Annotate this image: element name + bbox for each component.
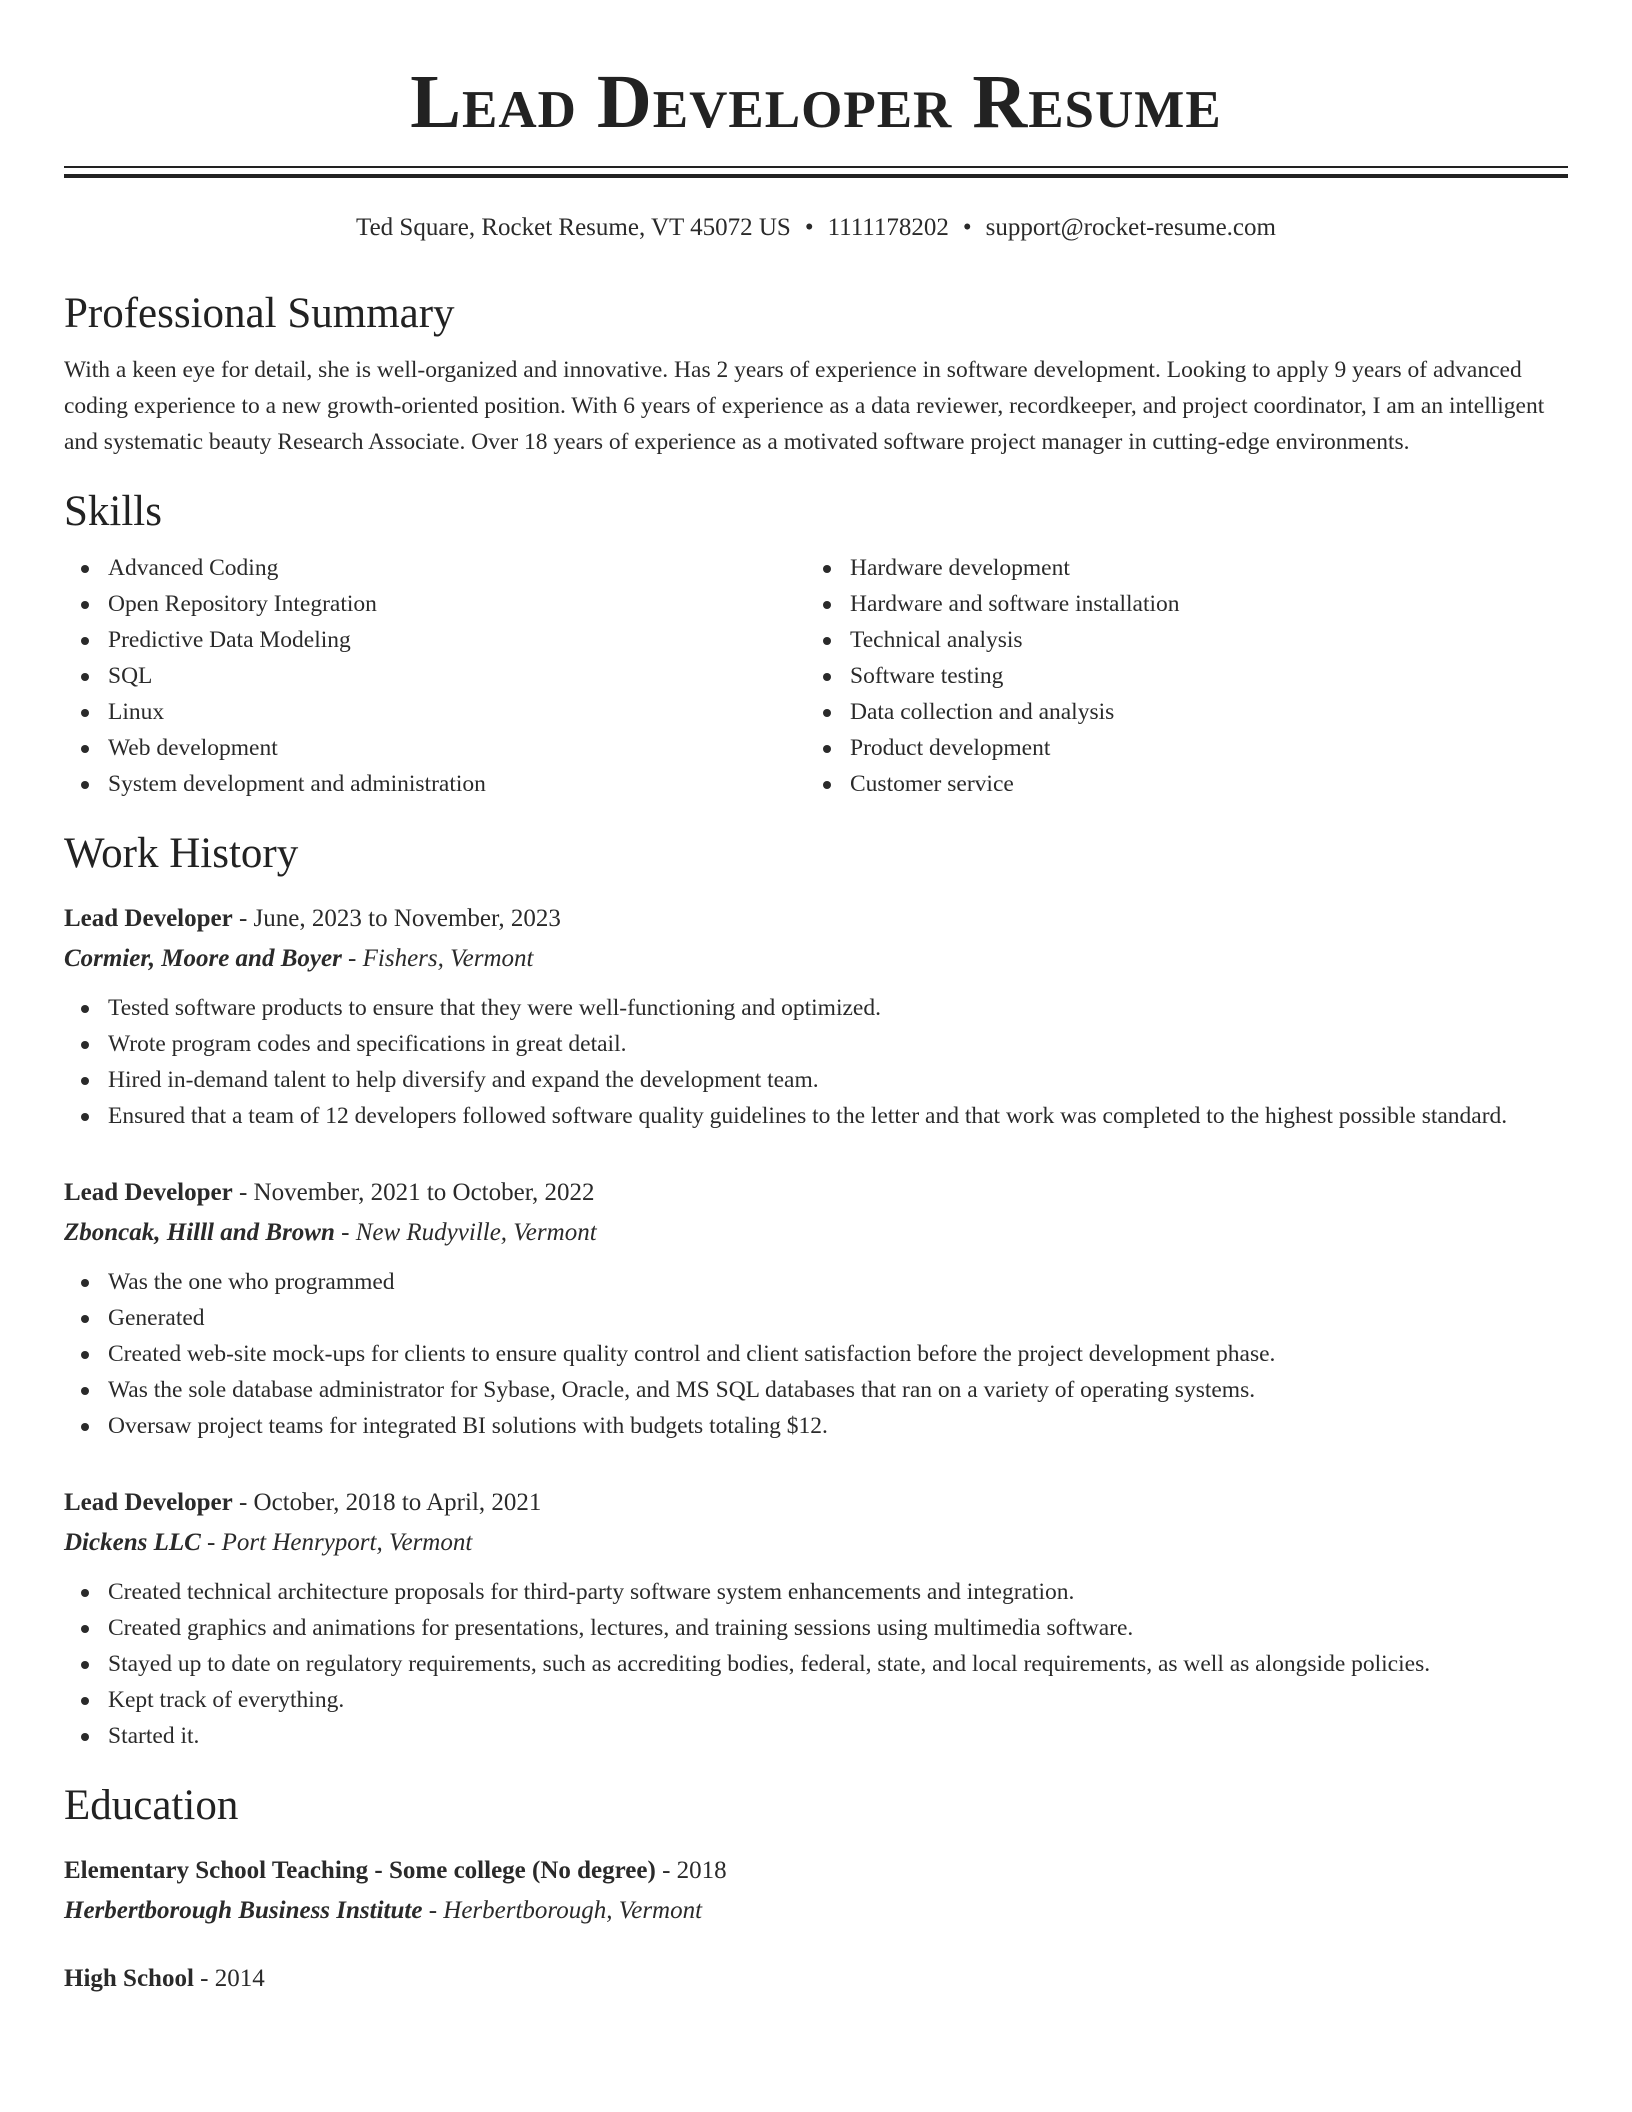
job-duties	[64, 1574, 1568, 1754]
duty-item: Was the sole database administrator for Sybase, Oracle, and MS SQL databases that ran on a variety of operating systems.	[64, 1372, 1568, 1408]
company-name: Dickens LLC	[64, 1529, 201, 1556]
education-entry	[64, 1962, 1568, 1996]
company-line	[64, 942, 1568, 976]
company-location: Port Henryport, Vermont	[221, 1529, 473, 1556]
contact-separator: •	[962, 214, 972, 241]
job-entry	[64, 1486, 1568, 1754]
degree-line	[64, 1962, 1568, 1996]
skill-item: Open Repository Integration	[64, 586, 806, 622]
skill-item: Technical analysis	[806, 622, 1548, 658]
school-line	[64, 1894, 1568, 1928]
skills-heading: Skills	[64, 488, 162, 535]
summary-text: With a keen eye for detail, she is well-organized and innovative. Has 2 years of experience in software development. Looking to apply 9 years of advanced coding experience to a new growth-oriented position. With 6 years of experience as a data reviewer, recordkeeper, and project coordinator, I am an intelligent and systematic beauty Research Associate. Over 18 years of experience as a motivated software project manager in cutting-edge environments.	[64, 357, 1545, 455]
job-duties	[64, 1264, 1568, 1444]
job-title-line	[64, 1176, 1568, 1210]
skills-column-right	[806, 550, 1548, 802]
work-history-heading: Work History	[64, 830, 299, 877]
duty-item: Wrote program codes and specifications in great detail.	[64, 1026, 1568, 1062]
skill-item: SQL	[64, 658, 806, 694]
school-name: Herbertborough Business Institute	[64, 1897, 423, 1924]
title-divider	[64, 166, 1568, 178]
contact-address: Ted Square, Rocket Resume, VT 45072 US	[356, 214, 791, 241]
duty-item: Stayed up to date on regulatory requirements, such as accrediting bodies, federal, state, and local requirements, as well as alongside policies.	[64, 1646, 1568, 1682]
contact-phone: 1111178202	[827, 214, 949, 241]
job-entry	[64, 902, 1568, 1134]
company-name: Cormier, Moore and Boyer	[64, 945, 342, 972]
dash: -	[200, 1529, 222, 1556]
job-title: Lead Developer	[64, 1179, 233, 1206]
skill-item: Customer service	[806, 766, 1548, 802]
dash: -	[232, 1179, 254, 1206]
dash: -	[655, 1857, 677, 1884]
contact-line	[64, 212, 1568, 244]
education-year: 2018	[676, 1857, 727, 1884]
job-dates: June, 2023 to November, 2023	[253, 905, 561, 932]
duty-item: Oversaw project teams for integrated BI solutions with budgets totaling $12.	[64, 1408, 1568, 1444]
company-location: New Rudyville, Vermont	[355, 1219, 597, 1246]
dash: -	[334, 1219, 356, 1246]
duty-item: Generated	[64, 1300, 1568, 1336]
duty-item: Created technical architecture proposals for third-party software system enhancements and integration.	[64, 1574, 1568, 1610]
duty-item: Ensured that a team of 12 developers followed software quality guidelines to the letter and that work was completed to the highest possible standard.	[64, 1098, 1568, 1134]
skill-item: System development and administration	[64, 766, 806, 802]
job-dates: October, 2018 to April, 2021	[253, 1489, 542, 1516]
duty-item: Was the one who programmed	[64, 1264, 1568, 1300]
skill-item: Product development	[806, 730, 1548, 766]
duty-item: Kept track of everything.	[64, 1682, 1568, 1718]
dash: -	[232, 905, 254, 932]
job-title-line	[64, 1486, 1568, 1520]
job-dates: November, 2021 to October, 2022	[253, 1179, 595, 1206]
skill-item: Advanced Coding	[64, 550, 806, 586]
company-line	[64, 1526, 1568, 1560]
skill-item: Data collection and analysis	[806, 694, 1548, 730]
contact-separator: •	[804, 214, 814, 241]
education-year: 2014	[214, 1965, 265, 1992]
skill-item: Predictive Data Modeling	[64, 622, 806, 658]
duty-item: Hired in-demand talent to help diversify and expand the development team.	[64, 1062, 1568, 1098]
dash: -	[422, 1897, 444, 1924]
job-title-line	[64, 902, 1568, 936]
contact-email: support@rocket-resume.com	[985, 214, 1276, 241]
job-duties	[64, 990, 1568, 1134]
skill-item: Web development	[64, 730, 806, 766]
dash: -	[232, 1489, 254, 1516]
summary-heading: Professional Summary	[64, 290, 455, 337]
company-line	[64, 1216, 1568, 1250]
duty-item: Started it.	[64, 1718, 1568, 1754]
degree: Elementary School Teaching - Some college (No degree)	[64, 1857, 656, 1884]
duty-item: Created web-site mock-ups for clients to ensure quality control and client satisfaction before the project development phase.	[64, 1336, 1568, 1372]
job-title: Lead Developer	[64, 1489, 233, 1516]
dash: -	[341, 945, 363, 972]
job-title: Lead Developer	[64, 905, 233, 932]
education-heading: Education	[64, 1782, 239, 1829]
dash: -	[193, 1965, 215, 1992]
skill-item: Linux	[64, 694, 806, 730]
duty-item: Tested software products to ensure that they were well-functioning and optimized.	[64, 990, 1568, 1026]
degree-line	[64, 1854, 1568, 1888]
company-name: Zboncak, Hilll and Brown	[64, 1219, 335, 1246]
skill-item: Hardware and software installation	[806, 586, 1548, 622]
duty-item: Created graphics and animations for presentations, lectures, and training sessions using multimedia software.	[64, 1610, 1568, 1646]
company-location: Fishers, Vermont	[362, 945, 534, 972]
skill-item: Hardware development	[806, 550, 1548, 586]
job-entry	[64, 1176, 1568, 1444]
degree: High School	[64, 1965, 194, 1992]
resume-title: Lead Developer Resume	[410, 60, 1222, 144]
education-entry	[64, 1854, 1568, 1928]
skill-item: Software testing	[806, 658, 1548, 694]
skills-column-left	[64, 550, 806, 802]
resume-page	[64, 0, 1568, 1996]
skills-list	[64, 550, 1568, 802]
school-location: Herbertborough, Vermont	[443, 1897, 703, 1924]
